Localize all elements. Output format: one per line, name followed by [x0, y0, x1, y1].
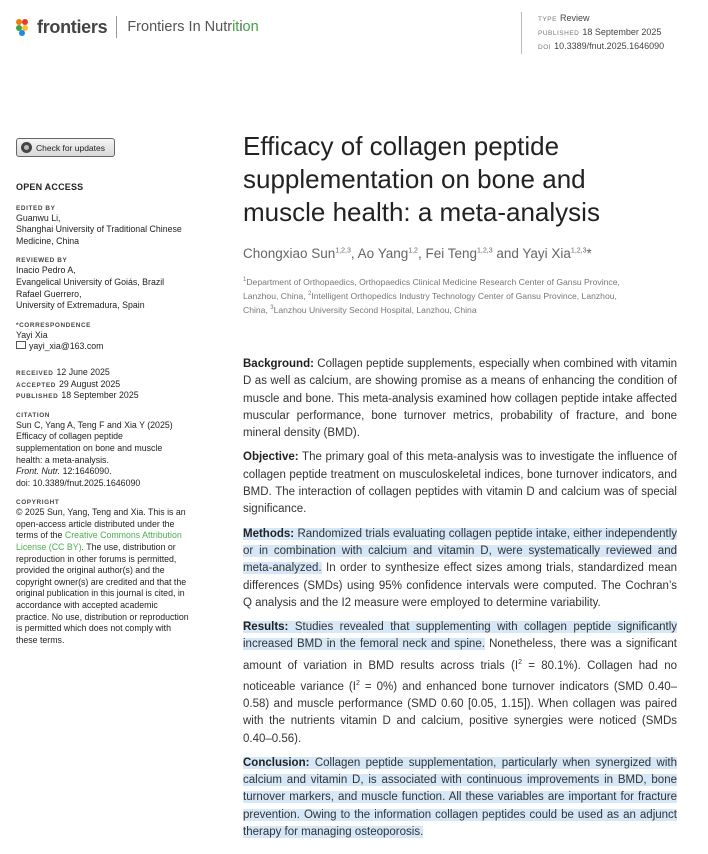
- author[interactable]: Ao Yang$^{1,2}$: [357, 246, 418, 261]
- correspondence-email[interactable]: yayi_xia@163.com: [16, 341, 212, 353]
- reviewed-by-label: REVIEWED BY: [16, 257, 68, 265]
- meta-type: TYPE Review: [538, 13, 590, 23]
- correspondence-label: *CORRESPONDENCE: [16, 321, 92, 329]
- abstract-objective: Objective: The primary goal of this meta-analysis was to investigate the influence of collagen peptide treatment on musculoskeletal indices, bone turnover indicators, and BMD. The interaction of collagen peptides with vitamin D and calcium was of special significance.: [243, 451, 677, 516]
- edited-by-label: EDITED BY: [16, 204, 56, 212]
- abstract-background: Background: Collagen peptide supplements, especially when combined with vitamin D as well as calcium, are showing promise as a means of enhancing the condition of muscle and bone. This meta-analysis examined how collagen peptide intake affected muscular performance, bone turnover metrics, probability of fracture, and bone mineral density (BMD).: [243, 358, 677, 440]
- article-info-sidebar: [16, 182, 212, 646]
- meta-doi: DOI 10.3389/fnut.2025.1646090: [538, 41, 665, 51]
- author[interactable]: Yayi Xia$^{1,2,3}$: [522, 246, 587, 261]
- affiliations: $^1$Department of Orthopaedics, Orthopaedics Clinical Medicine Research Center of Gansu Province, Lanzhou, China, $^2$Intelligent Orthopedics Industry Technology Center of Gansu Province, Lanzhou, China, $^3$Lanzhou University Second Hospital, Lanzhou, China: [243, 276, 620, 316]
- mail-icon: [16, 341, 26, 349]
- copyright-info: © 2025 Sun, Yang, Teng and Xia. This is an open-access article distributed under the terms of the Creative Commons Attribution License (CC BY). The use, distribution or reproduction in other forums is permitted, provided the original author(s) and the copyright owner(s) are credited and that the original publication in this journal is cited, in accordance with accepted academic practice. No use, distribution or reproduction is permitted which does not comply with these terms.: [16, 507, 189, 645]
- meta-published: PUBLISHED 18 September 2025: [538, 27, 662, 37]
- citation-info: Sun C, Yang A, Teng F and Xia Y (2025) Efficacy of collagen peptide supplementation on bone and muscle health: a meta-analysis. Front. Nutr. 12:1646090. doi: 10.3389/fnut.2025.1646090: [16, 419, 173, 488]
- journal-name: Frontiers In Nutrition: [127, 19, 259, 35]
- editor-info: Guanwu Li, Shanghai University of Traditional Chinese Medicine, China: [16, 212, 182, 246]
- article-title: Efficacy of collagen peptide supplementation on bone and muscle health: a meta-analysis: [243, 131, 600, 227]
- copyright-label: COPYRIGHT: [16, 499, 60, 507]
- published-date: PUBLISHED 18 September 2025: [16, 390, 139, 401]
- received-date: RECEIVED 12 June 2025: [16, 366, 110, 377]
- abstract-conclusion: Conclusion: Collagen peptide supplementation, particularly when synergized with calcium and vitamin D, is associated with continuous improvements in BMD, bone turnover markers, and muscle function. All these variables are important for fracture prevention. Owing to the information collagen peptides could be used as an adjunct therapy for managing osteoporosis.: [243, 756, 677, 839]
- brand-name: frontiers: [37, 16, 108, 37]
- correspondence-info: Yayi Xia yayi_xia@163.com: [16, 330, 212, 353]
- cc-license-link[interactable]: Creative Commons Attribution: [64, 530, 182, 541]
- cc-license-link-2[interactable]: License (CC BY): [16, 542, 82, 553]
- author-list: Chongxiao Sun$^{1,2,3}$, Ao Yang$^{1,2}$, Fei Teng$^{1,2,3}$ and Yayi Xia$^{1,2,3}$*: [243, 246, 592, 261]
- citation-label: CITATION: [16, 411, 51, 419]
- header-divider: [116, 16, 117, 38]
- frontiers-logo-icon: [16, 19, 33, 36]
- abstract: [243, 356, 677, 848]
- author[interactable]: Fei Teng$^{1,2,3}$: [425, 246, 493, 261]
- check-for-updates-button[interactable]: Check for updates: [16, 138, 115, 157]
- accepted-date: ACCEPTED 29 August 2025: [16, 378, 121, 389]
- frontiers-logo[interactable]: [16, 16, 259, 38]
- author[interactable]: Chongxiao Sun$^{1,2,3}$: [243, 246, 351, 261]
- update-check-icon: [21, 142, 32, 153]
- article-meta-box: [521, 12, 664, 54]
- abstract-methods: Methods: Randomized trials evaluating collagen peptide intake, either independently or in combination with calcium and vitamin D, were systematically reviewed and meta-analyzed. In order to synthesize effect sizes among trials, standardized mean differences (SMDs) using 95% confidence intervals were computed. The Cochran’s Q analysis and the I2 measure were employed to determine variability.: [243, 527, 677, 609]
- open-access-label: OPEN ACCESS: [16, 182, 84, 192]
- abstract-results: Results: Studies revealed that supplementing with collagen peptide significantly increased BMD in the femoral neck and spine. Nonetheless, there was a significant amount of variation in BMD results across trials $(I^2 = 80.1\%)$. Collagen had no noticeable variance $(I^2 = 0\%)$ and enhanced bone turnover indicators (SMD 0.40–0.58) and muscle performance (SMD 0.60 [0.05, 1.15]). When collagen was paired with the nutrients vitamin D and calcium, positive synergies were noticed (SMDs 0.40–0.56).: [243, 621, 678, 745]
- reviewer-info: Inacio Pedro A, Evangelical University of Goiás, Brazil Rafael Guerrero, University of Extremadura, Spain: [16, 265, 165, 311]
